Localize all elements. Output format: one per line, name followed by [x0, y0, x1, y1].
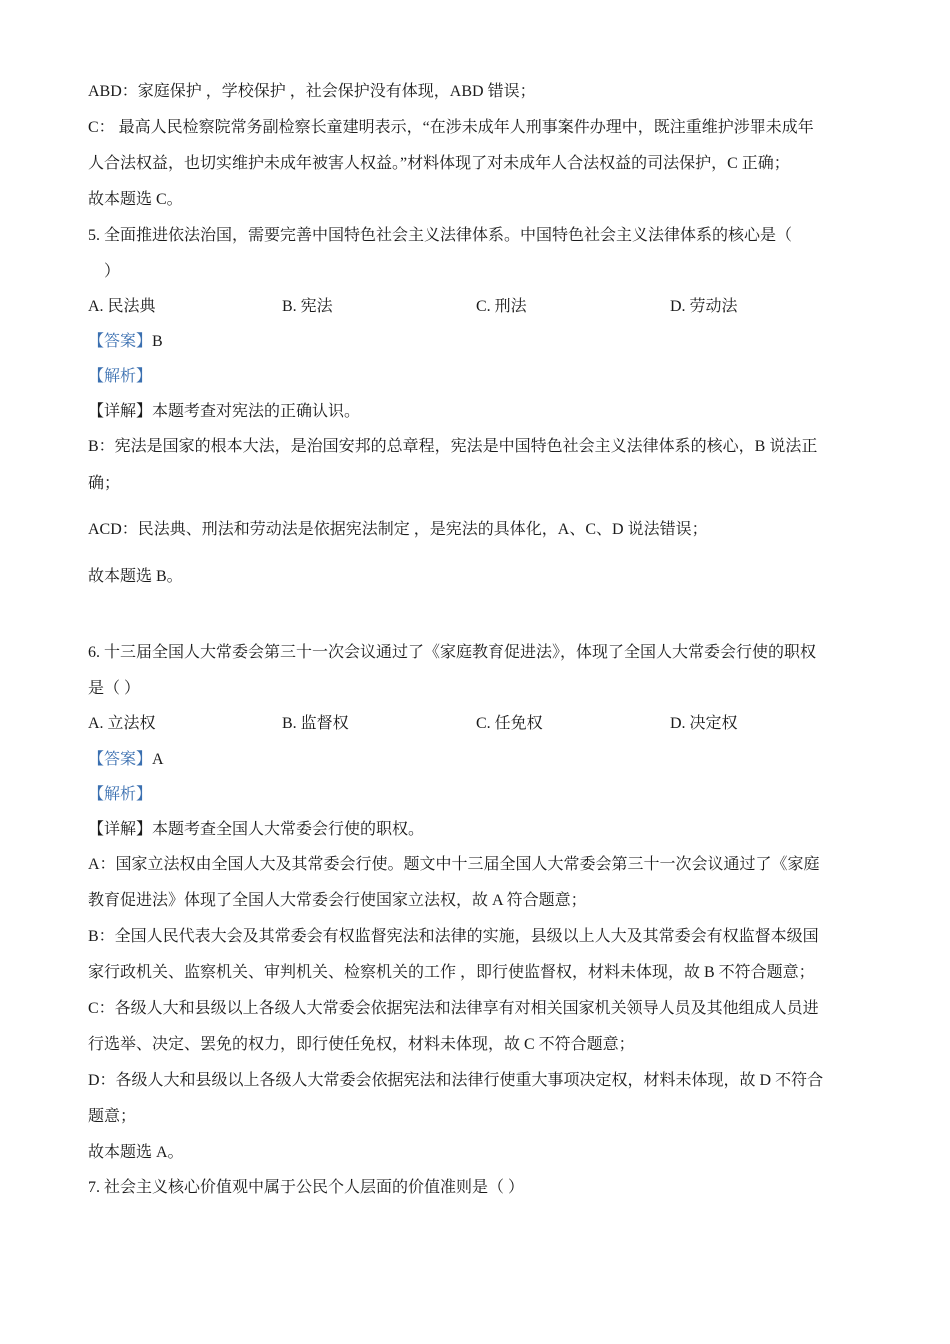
prev-abd-line: ABD：家庭保护 ，学校保护 ，社会保护没有体现，ABD 错误；: [88, 83, 536, 100]
q6-conclusion: 故本题选 A。: [88, 1144, 184, 1161]
q6-answer: [88, 750, 164, 770]
q6-c-line-2: 行选举、决定、罢免的权力，即行使任免权，材料未体现，故 C 不符合题意；: [88, 1036, 635, 1053]
q5-b-line-1: B：宪法是国家的根本大法，是治国安邦的总章程，宪法是中国特色社会主义法律体系的核心，B 说法正: [88, 438, 818, 455]
q7-stem: 7. 社会主义核心价值观中属于公民个人层面的价值准则是（ ）: [88, 1179, 525, 1196]
q6-answer-label: 【答案】: [88, 751, 153, 768]
q6-a-line-1: A：国家立法权由全国人大及其常委会行使。题文中十三届全国人大常委会第三十一次会议通过了《家庭: [88, 856, 820, 873]
q6-b-line-1: B：全国人民代表大会及其常委会有权监督宪法和法律的实施，县级以上人大及其常委会有权监督本级国: [88, 928, 819, 945]
q6-detail: 【详解】本题考查全国人大常委会行使的职权。: [88, 821, 425, 838]
q5-stem-line-2: ）: [104, 263, 121, 280]
q6-option-b: B. 监督权: [282, 715, 349, 732]
q6-c-line-1: C：各级人大和县级以上各级人大常委会依据宪法和法律享有对相关国家机关领导人员及其他组成人员进: [88, 1000, 819, 1017]
q6-a-line-2: 教育促进法》体现了全国人大常委会行使国家立法权，故 A 符合题意；: [88, 892, 587, 909]
q6-d-line-1: D：各级人大和县级以上各级人大常委会依据宪法和法律行使重大事项决定权，材料未体现，故 D 不符合: [88, 1072, 824, 1089]
q5-conclusion: 故本题选 B。: [88, 568, 183, 585]
q6-answer-value: A: [152, 751, 164, 768]
q5-analysis-label: 【解析】: [88, 368, 153, 385]
q6-option-c: C. 任免权: [476, 715, 543, 732]
q5-acd-line: ACD：民法典、刑法和劳动法是依据宪法制定 ，是宪法的具体化，A、C、D 说法错误；: [88, 521, 708, 538]
prev-conclusion: 故本题选 C。: [88, 191, 183, 208]
q5-answer-value: B: [152, 333, 163, 350]
q6-option-a: A. 立法权: [88, 715, 156, 732]
q5-option-c: C. 刑法: [476, 298, 527, 315]
q5-answer-label: 【答案】: [88, 333, 153, 350]
q5-option-d: D. 劳动法: [670, 298, 738, 315]
q6-analysis-label: 【解析】: [88, 786, 153, 803]
q5-b-line-2: 确；: [88, 475, 121, 492]
q5-detail: 【详解】本题考查对宪法的正确认识。: [88, 403, 361, 420]
q5-answer: [88, 332, 163, 352]
q6-stem-line-1: 6. 十三届全国人大常委会第三十一次会议通过了《家庭教育促进法》，体现了全国人大常委会行使的职权: [88, 644, 817, 661]
prev-c-line-2: 人合法权益，也切实维护未成年被害人权益。”材料体现了对未成年人合法权益的司法保护，C 正确；: [88, 155, 790, 172]
q6-stem-line-2: 是（ ）: [88, 680, 141, 697]
q6-option-d: D. 决定权: [670, 715, 738, 732]
q6-d-line-2: 题意；: [88, 1108, 137, 1125]
q5-option-a: A. 民法典: [88, 298, 156, 315]
q5-stem-line-1: 5. 全面推进依法治国，需要完善中国特色社会主义法律体系。中国特色社会主义法律体系的核心是（: [88, 227, 793, 244]
prev-c-line-1: C： 最高人民检察院常务副检察长童建明表示，“在涉未成年人刑事案件办理中，既注重维护涉罪未成年: [88, 119, 814, 136]
q5-option-b: B. 宪法: [282, 298, 333, 315]
q6-b-line-2: 家行政机关、监察机关、审判机关、检察机关的工作 ，即行使监督权，材料未体现，故 B 不符合题意；: [88, 964, 815, 981]
